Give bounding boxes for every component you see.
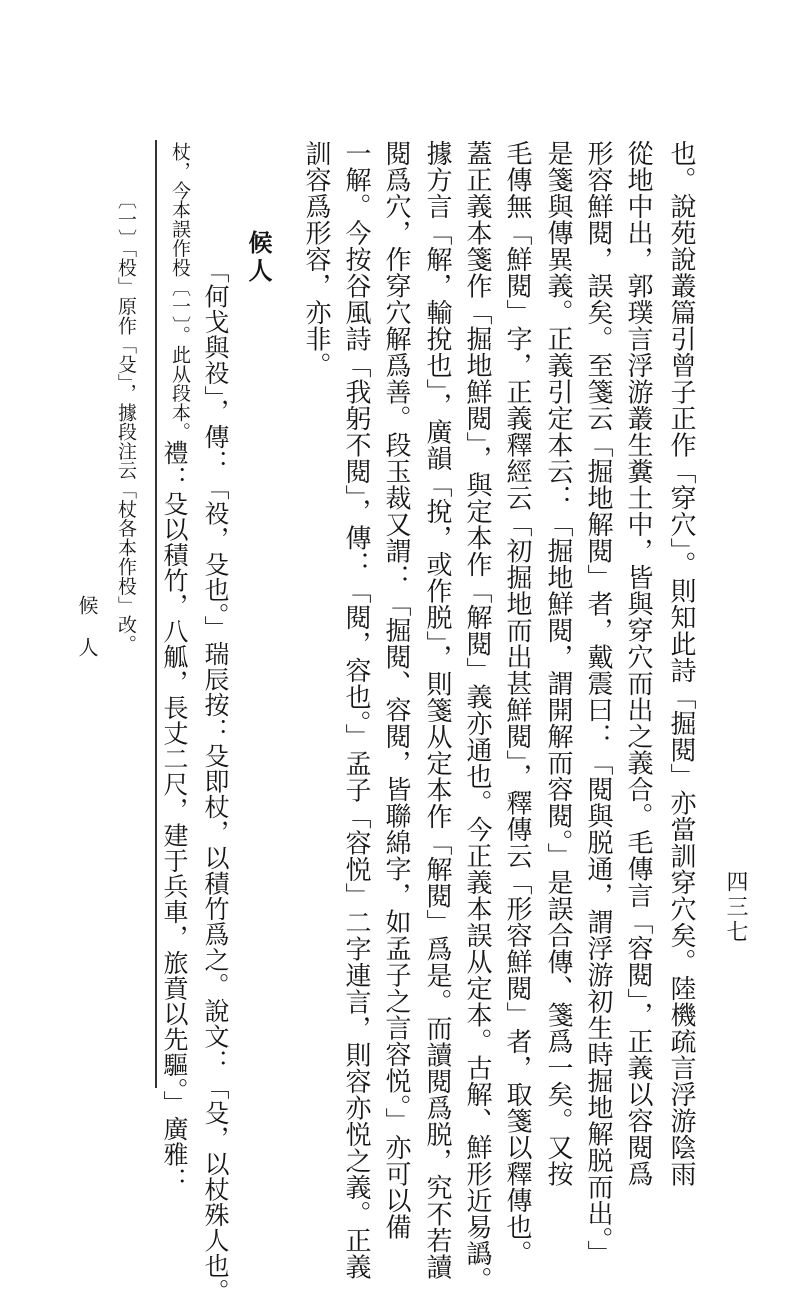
body-column-4: 是箋與傳異義。正義引定本云：「掘地鮮閱，謂開解而容閱。」是誤合傳、箋爲一矣。又按 bbox=[543, 140, 573, 1187]
body-column-8: 閱爲穴，作穿穴解爲善。段玉裁又謂：「掘閱、容閱，皆聯綿字，如孟子之言容悦。」亦可以備 bbox=[381, 140, 411, 1240]
sub-column-2: 禮：殳以積竹，八觚，長丈二尺，建于兵車，旅賁以先驅。」廣雅： bbox=[160, 440, 189, 1193]
body-column-5: 毛傳無「鮮閱」字，正義釋經云「初掘地而出甚鮮閱」，釋傳云「形容鮮閱」者，取箋以釋傳也。 bbox=[502, 140, 532, 1267]
body-column-7: 據方言「解，輸挩也」，廣韻「挩，或作脱」，則箋从定本作「解閱」爲是。而讀閱爲脱，究不若讀 bbox=[422, 140, 452, 1280]
footnote-rule bbox=[155, 140, 157, 1088]
section-heading: 候人 bbox=[244, 230, 273, 286]
body-column-3: 形容鮮閱，誤矣。至箋云「掘地解閱」者，戴震曰：「閱與脱通，謂浮游初生時掘地解脱而出。」 bbox=[583, 140, 613, 1267]
body-column-10: 訓容爲形容，亦非。 bbox=[301, 140, 331, 379]
page-number: 四三七 bbox=[723, 870, 748, 945]
running-head: 候人 bbox=[75, 595, 99, 679]
footnote: 〔一〕「杸」原作「殳」，據段注云「杖各本作杸」改。 bbox=[115, 190, 137, 654]
sub-note: 杖，今本誤作杸〔一〕。此从段本。 bbox=[169, 142, 191, 442]
body-column-6: 蓋正義本箋作「掘地鮮閱」，與定本作「解閱」義亦通也。今正義本誤从定本。古解、鮮形近易譌。 bbox=[462, 140, 492, 1293]
body-column-9: 一解。今按谷風詩「我躬不閱」，傳：「閱，容也。」孟子「容悦」二字連言，則容亦悦之義。正義 bbox=[341, 140, 371, 1280]
sub-column-1: 「何戈與祋」，傳：「祋，殳也。」瑞辰按：殳即杖，以積竹爲之。說文：「殳，以杖殊人也。 bbox=[201, 258, 230, 1304]
body-column-2: 從地中出，郭璞言浮游叢生糞土中，皆與穿穴而出之義合。毛傳言「容閱」，正義以容閱爲 bbox=[623, 140, 653, 1187]
body-column-1: 也。說苑說叢篇引曾子正作「穿穴」。則知此詩「掘閱」亦當訓穿穴矣。陸機疏言浮游陰雨 bbox=[666, 140, 696, 1187]
